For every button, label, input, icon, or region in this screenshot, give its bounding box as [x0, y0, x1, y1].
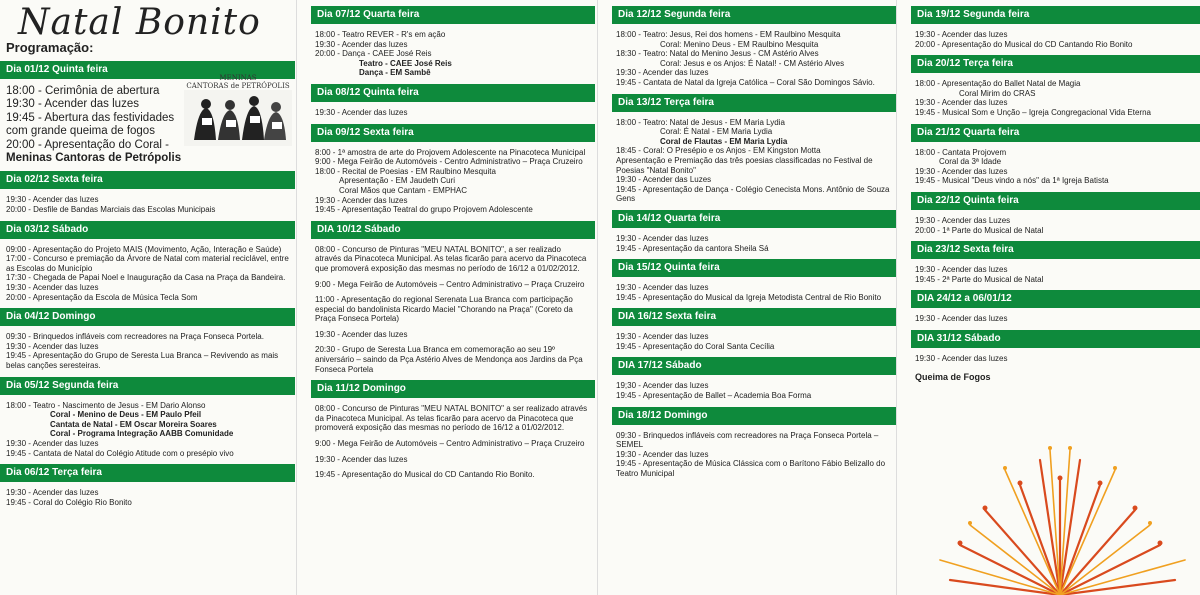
- event-line: 19:45 - Abertura das festividades: [6, 111, 175, 124]
- event-line: 19:30 - Acender das luzes: [6, 283, 99, 292]
- day-24-events: [897, 314, 1200, 324]
- page-subtitle: Programação:: [6, 40, 94, 55]
- event-line: 20:00 - Dança - CAEE José Reis: [315, 49, 432, 59]
- event-line: 18:00 - Teatro: Jesus, Rei dos homens - EM Raulbino Mesquita: [616, 30, 841, 39]
- event-line: 19:30 - Acender das Luzes: [915, 215, 1011, 225]
- day-16-events: [598, 332, 896, 351]
- event-line: 19:30 - Acender das luzes: [915, 98, 1008, 108]
- day-header-05: Dia 05/12 Segunda feira: [0, 377, 295, 395]
- event-line: 19:30 - Acender das luzes: [616, 233, 709, 243]
- event-line: 9:00 - Mega Feirão de Automóveis – Centro Administrativo – Praça Cruzeiro: [315, 279, 585, 289]
- event-line: 19:45 - Musical "Deus vindo a nós" da 1ª Igreja Batista: [915, 176, 1109, 186]
- day-header-15: Dia 15/12 Quinta feira: [612, 259, 896, 277]
- event-line: 19:45 - Apresentação do Coral Santa Cecília: [616, 341, 775, 351]
- event-line: Coral Mãos que Cantam - EMPHAC: [339, 185, 468, 195]
- event-line: Apresentação - EM Jaudeth Curi: [339, 176, 456, 186]
- day-19-events: [897, 30, 1200, 49]
- event-line: Dança - EM Sambê: [359, 68, 431, 78]
- event-line: 8:00 - 1ª amostra de arte do Projovem Adolescente na Pinacoteca Municipal: [315, 147, 586, 157]
- event-line: Coral de Flautas - EM Maria Lydia: [660, 136, 788, 146]
- event-line: Coral da 3ª Idade: [939, 157, 1002, 167]
- day-15-events: [598, 283, 896, 302]
- day-22-events: [897, 216, 1200, 235]
- event-line: 9:00 - Mega Feirão de Automóveis - Centro Administrativo – Praça Cruzeiro: [315, 157, 583, 167]
- event-line: Teatro - CAEE José Reis: [359, 58, 452, 68]
- event-line: 19:30 - Acender das luzes: [315, 454, 408, 464]
- day-23-events: [897, 265, 1200, 284]
- event-line: 19:30 - Acender das Luzes: [616, 175, 712, 185]
- event-line: 18:00 - Recital de Poesias - EM Raulbino Mesquita: [315, 166, 496, 176]
- event-line: 19;30 - Acender das luzes: [616, 381, 709, 391]
- column-2: [297, 0, 595, 595]
- day-header-09: Dia 09/12 Sexta feira: [311, 124, 595, 142]
- day-header-04: Dia 04/12 Domingo: [0, 308, 295, 326]
- event-line: 09:30 - Brinquedos infláveis com recreadores na Praça Fonseca Portela.: [6, 332, 264, 342]
- event-line: 18:00 - Cantata Projovem: [915, 147, 1007, 157]
- event-line: 09:30 - Brinquedos infláveis com recreadores na Praça Fonseca Portela – SEMEL: [616, 430, 879, 450]
- event-line: 19:30 - Acender das luzes: [915, 314, 1008, 324]
- event-line: 18:00 - Apresentação do Ballet Natal de Magia: [915, 79, 1081, 89]
- event-line: 19:30 - Acender das luzes: [616, 68, 709, 78]
- event-line: 20:00 - Apresentação do Coral -: [6, 138, 170, 151]
- event-line: 9:00 - Mega Feirão de Automóveis – Centro Administrativo – Praça Cruzeiro: [315, 439, 585, 449]
- event-line: 11:00 - Apresentação do regional Serenata Lua Branca com participação especial do bandolinista Ricardo Maciel "Chorando na Praça" (Coreto da Praça Fonseca Portela): [315, 295, 573, 324]
- event-line: 17:30 - Chegada de Papai Noel e Inauguração da Casa na Praça da Bandeira.: [6, 273, 286, 283]
- event-line: 20:00 - Apresentação da Escola de Música Tecla Som: [6, 292, 198, 302]
- event-line: 18:00 - Cerimônia de abertura: [6, 85, 160, 97]
- day-header-31: DIA 31/12 Sábado: [911, 330, 1200, 348]
- day-header-14: Dia 14/12 Quarta feira: [612, 210, 896, 228]
- event-line: 19:45 - Cantata de Natal do Colégio Atitude com o presépio vivo: [6, 448, 234, 458]
- event-line: 08:00 - Concurso de Pinturas "MEU NATAL BONITO", a ser realizado através da Pinacoteca Municipal. As telas ficarão para acervo da Pinacoteca que promoverá exposição das mesmas no período de 16/12 a 01/02/2012.: [315, 244, 587, 273]
- day-02-events: [0, 195, 295, 214]
- event-line: 19:30 - Acender das luzes: [915, 353, 1008, 363]
- day-04-events: [0, 332, 295, 370]
- day-header-16: DIA 16/12 Sexta feira: [612, 308, 896, 326]
- event-line: 18:30 - Teatro: Natal do Menino Jesus - CM Astério Alves: [616, 49, 819, 59]
- event-line: 19:30 - Acender das luzes: [616, 449, 709, 459]
- day-header-12: Dia 12/12 Segunda feira: [612, 6, 896, 24]
- event-line: Coral - Programa Integração AABB Comunidade: [50, 429, 234, 439]
- event-line: 19:45 - Apresentação do Grupo de Seresta Lua Branca – Revivendo as mais belas canções seresteiras.: [6, 351, 279, 370]
- day-14-events: [598, 234, 896, 253]
- fireworks-label: Queima de Fogos: [915, 371, 991, 382]
- day-11-events: [297, 404, 595, 480]
- day-21-events: [897, 148, 1200, 186]
- event-line: Coral: Jesus e os Anjos: É Natal! - CM Astério Alves: [660, 58, 845, 68]
- day-header-06: Dia 06/12 Terça feira: [0, 464, 295, 482]
- day-header-24: DIA 24/12 a 06/01/12: [911, 290, 1200, 308]
- page-title: Natal Bonito: [18, 2, 261, 43]
- event-line: 19:30 - Acender das luzes: [315, 107, 408, 117]
- day-header-03: Dia 03/12 Sábado: [0, 221, 295, 239]
- column-divider: [896, 0, 897, 595]
- event-line: 19:30 - Acender das luzes: [915, 30, 1008, 39]
- day-06-events: [0, 488, 295, 507]
- event-line: Apresentação e Premiação das três poesias classificadas no Festival de Poesias "Natal Bonito": [616, 155, 873, 175]
- day-03-events: [0, 245, 295, 303]
- event-line: 19:30 - Acender das luzes: [616, 332, 709, 342]
- event-line: 17:00 - Concurso e premiação da Árvore de Natal com material reciclável, entre as Escolas do Município: [6, 254, 289, 273]
- event-line: Cantata de Natal - EM Oscar Moreira Soares: [50, 419, 217, 429]
- event-line: 19:45 - Apresentação Teatral do grupo Projovem Adolescente: [315, 205, 533, 215]
- day-07-events: [297, 30, 595, 78]
- fireworks-illustration-icon: [910, 440, 1200, 595]
- column-divider: [296, 0, 297, 595]
- event-line: 19:30 - Acender das luzes: [6, 98, 139, 111]
- event-line: 19:30 - Acender das luzes: [315, 39, 408, 49]
- column-3: [598, 0, 896, 595]
- day-header-02: Dia 02/12 Sexta feira: [0, 171, 295, 189]
- day-header-01: Dia 01/12 Quinta feira: [0, 61, 295, 79]
- event-line: 19:45 - Apresentação do Musical do CD Cantando Rio Bonito.: [315, 470, 535, 480]
- choir-silhouette-icon: [184, 90, 292, 146]
- day-header-21: Dia 21/12 Quarta feira: [911, 124, 1200, 142]
- event-line: 19:45 - Coral do Colégio Rio Bonito: [6, 497, 132, 507]
- event-line: 19:30 - Acender das luzes: [915, 265, 1008, 275]
- day-13-events: [598, 118, 896, 204]
- event-line: 19:45 - 2ª Parte do Musical de Natal: [915, 274, 1044, 284]
- column-divider: [597, 0, 598, 595]
- event-line: Meninas Cantoras de Petrópolis: [6, 152, 182, 165]
- event-line: 19:45 - Apresentação da cantora Sheila Sá: [616, 243, 769, 253]
- event-line: 19:30 - Acender das luzes: [6, 488, 99, 498]
- event-line: 19:45 - Apresentação de Música Clássica com o Barítono Fábio Belizallo do Teatro Municipal: [616, 459, 886, 479]
- event-line: 19:30 - Acender das luzes: [315, 329, 408, 339]
- day-08-events: [297, 108, 595, 118]
- event-line: 20:00 - Desfile de Bandas Marciais das Escolas Municipais: [6, 205, 216, 215]
- day-17-events: [598, 381, 896, 400]
- day-10-events: [297, 245, 595, 375]
- event-line: 18:45 - Coral: O Presépio e os Anjos - EM Kingston Motta: [616, 146, 821, 156]
- event-line: 19:45 - Apresentação de Dança - Colégio Cenecista Mons. Antônio de Souza Gens: [616, 184, 890, 204]
- day-header-08: Dia 08/12 Quinta feira: [311, 84, 595, 102]
- day-12-events: [598, 30, 896, 88]
- day-header-18: Dia 18/12 Domingo: [612, 407, 896, 425]
- logo-line-1: MENINAS: [219, 74, 257, 82]
- event-line: 20:30 - Grupo de Seresta Lua Branca em comemoração ao seu 19º aniversário – saindo da Pça Astério Alves de Mendonça aos Jardins da Pça Fonseca Portela: [315, 345, 583, 374]
- day-header-19: Dia 19/12 Segunda feira: [911, 6, 1200, 24]
- column-1: [0, 0, 295, 595]
- day-header-23: Dia 23/12 Sexta feira: [911, 241, 1200, 259]
- event-line: 20:00 - Apresentação do Musical do CD Cantando Rio Bonito: [915, 39, 1133, 49]
- day-header-22: Dia 22/12 Quinta feira: [911, 192, 1200, 210]
- event-line: Coral: É Natal - EM Maria Lydia: [660, 127, 773, 137]
- event-line: Coral: Menino Deus - EM Raulbino Mesquita: [660, 39, 819, 49]
- event-line: 19:45 - Cantata de Natal da Igreja Católica – Coral São Domingos Sávio.: [616, 77, 875, 87]
- day-header-20: Dia 20/12 Terça feira: [911, 55, 1200, 73]
- day-31-events: [897, 354, 1200, 364]
- event-line: 18:00 - Teatro: Natal de Jesus - EM Maria Lydia: [616, 117, 785, 127]
- event-line: 18:00 - Teatro - Nascimento de Jesus - EM Dario Alonso: [6, 400, 206, 410]
- event-line: 09:00 - Apresentação do Projeto MAIS (Movimento, Ação, Interação e Saúde): [6, 244, 282, 254]
- day-header-07: Dia 07/12 Quarta feira: [311, 6, 595, 24]
- day-header-13: Dia 13/12 Terça feira: [612, 94, 896, 112]
- day-09-events: [297, 148, 595, 215]
- day-header-11: Dia 11/12 Domingo: [311, 380, 595, 398]
- event-line: com grande queima de fogos: [6, 125, 155, 138]
- event-line: 19:30 - Acender das luzes: [915, 166, 1008, 176]
- event-line: 19:45 - Musical Som e Unção – Igreja Congregacional Vida Eterna: [915, 107, 1151, 117]
- event-line: 19:30 - Acender das luzes: [6, 195, 99, 205]
- event-line: 20:00 - 1ª Parte do Musical de Natal: [915, 225, 1044, 235]
- event-line: 19:45 - Apresentação de Ballet – Academia Boa Forma: [616, 391, 812, 401]
- event-line: Coral - Menino de Deus - EM Paulo Pfeil: [50, 410, 202, 420]
- event-line: 19:45 - Apresentação do Musical da Igreja Metodista Central de Rio Bonito: [616, 292, 882, 302]
- event-line: 08:00 - Concurso de Pinturas "MEU NATAL BONITO" a ser realizado através da Pinacoteca Municipal. As telas ficarão para acervo da Pinacoteca que promoverá exposição das mesmas no período de 16/12 a 01/02/2012.: [315, 404, 588, 433]
- meninas-cantoras-logo: [184, 74, 292, 150]
- event-line: 19:30 - Acender das luzes: [616, 283, 709, 293]
- event-line: 19:30 - Acender das luzes: [315, 195, 408, 205]
- logo-line-2: CANTORAS de PETRÓPOLIS: [186, 82, 290, 90]
- day-20-events: [897, 79, 1200, 117]
- event-line: Coral Mirim do CRAS: [959, 88, 1036, 98]
- event-line: 18:00 - Teatro REVER - R's em ação: [315, 30, 446, 39]
- day-18-events: [598, 431, 896, 479]
- day-header-17: DIA 17/12 Sábado: [612, 357, 896, 375]
- event-line: 19:30 - Acender das luzes: [6, 438, 99, 448]
- day-05-events: [0, 401, 295, 459]
- event-line: 19:30 - Acender das luzes: [6, 341, 99, 351]
- day-header-10: DIA 10/12 Sábado: [311, 221, 595, 239]
